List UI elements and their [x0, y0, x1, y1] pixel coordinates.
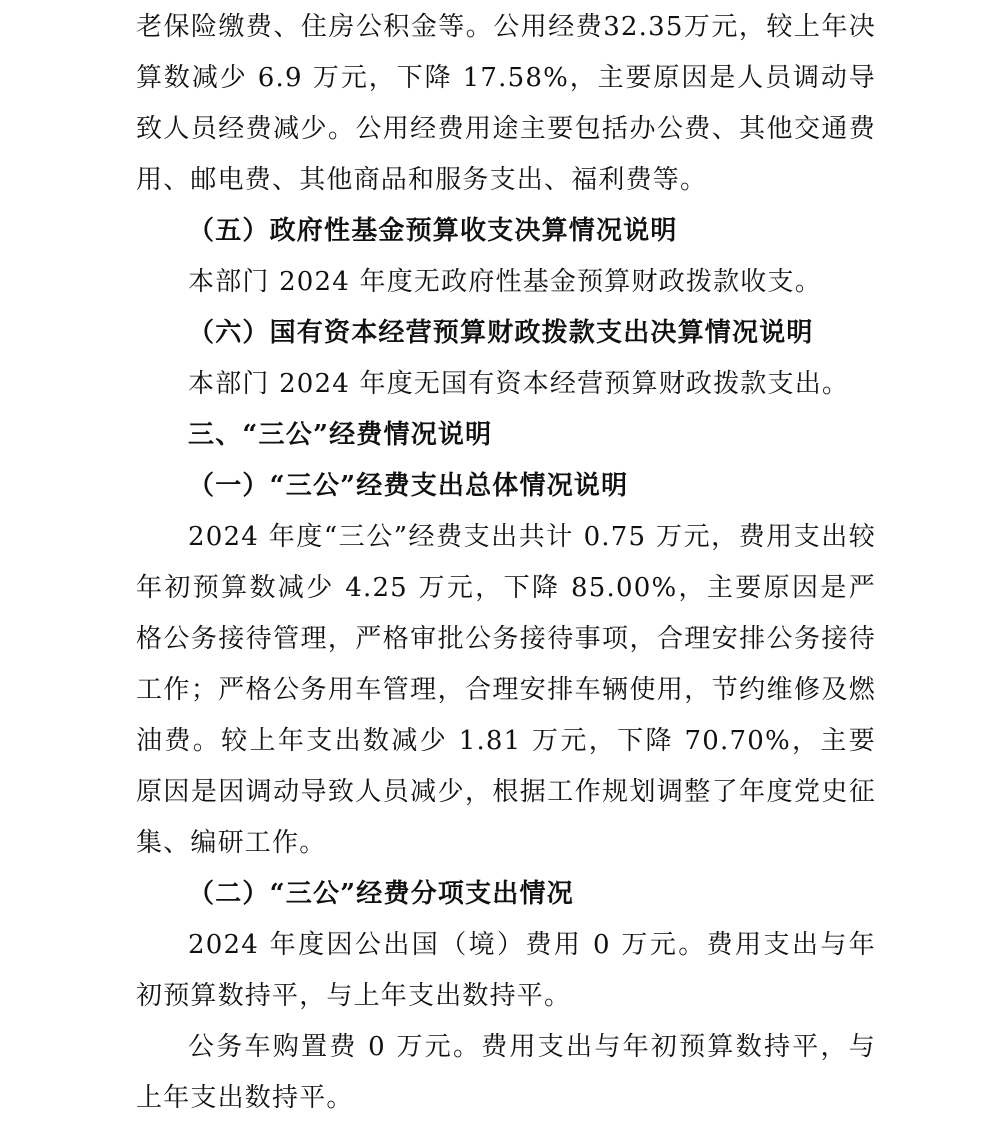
paragraph-overall-expenses: 2024 年度“三公”经费支出共计 0.75 万元，费用支出较年初预算数减少 4.25 万元，下降 85.00%，主要原因是严格公务接待管理，严格审批公务接待事项，合理安排公务接待工作；严格公务用车管理，合理安排车辆使用，节约维修及燃油费。较上年支出数减少 1.81 万元，下降 70.70%，主要原因是因调动导致人员减少，根据工作规划调整了年度党史征集、编研工作。 [136, 522, 876, 858]
paragraph-public-expenses: 老保险缴费、住房公积金等。公用经费32.35万元，较上年决算数减少 6.9 万元，下降 17.58%，主要原因是人员调动导致人员经费减少。公用经费用途主要包括办公费、其他交通费用、邮电费、其他商品和服务支出、福利费等。 [136, 12, 876, 195]
subsection-heading-itemized: （二）“三公”经费分项支出情况 [188, 879, 574, 909]
section-heading-government-fund: （五）政府性基金预算收支决算情况说明 [188, 216, 678, 246]
document-body [136, 2, 876, 1124]
paragraph-state-capital: 本部门 2024 年度无国有资本经营预算财政拨款支出。 [188, 369, 850, 399]
section-heading-state-capital: （六）国有资本经营预算财政拨款支出决算情况说明 [188, 318, 814, 348]
paragraph-government-fund: 本部门 2024 年度无政府性基金预算财政拨款收支。 [188, 267, 822, 297]
paragraph-vehicle-purchase: 公务车购置费 0 万元。费用支出与年初预算数持平，与上年支出数持平。 [136, 1032, 876, 1113]
paragraph-overseas-travel: 2024 年度因公出国（境）费用 0 万元。费用支出与年初预算数持平，与上年支出数持平。 [136, 930, 876, 1011]
section-heading-three-public: 三、“三公”经费情况说明 [188, 420, 493, 450]
subsection-heading-overall: （一）“三公”经费支出总体情况说明 [188, 471, 629, 501]
